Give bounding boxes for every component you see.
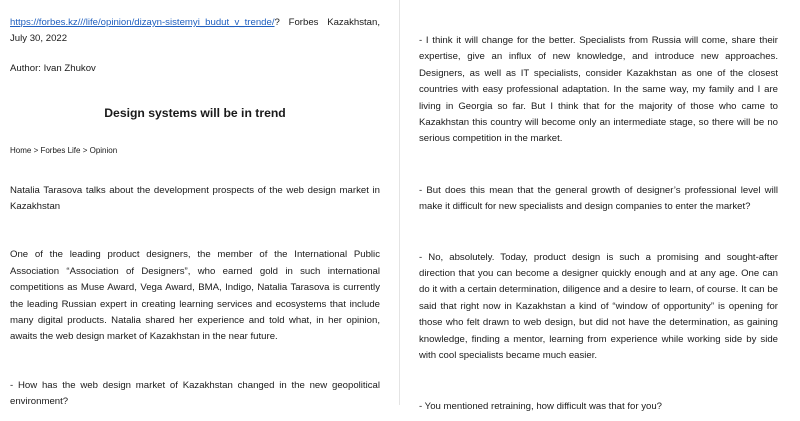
article-title: Design systems will be in trend <box>104 106 286 121</box>
source-link[interactable]: https://forbes.kz///life/opinion/dizayn-sistemyi_budut_v_trende/ <box>10 17 275 28</box>
lead-paragraph: Natalia Tarasova talks about the development prospects of the web design market in Kazakhstan <box>10 184 380 213</box>
question-paragraph: - But does this mean that the general growth of designer’s professional level will make it difficult for new specialists and design companies to enter the market? <box>419 184 778 213</box>
author-line: Author: Ivan Zhukov <box>10 62 96 74</box>
right-page <box>401 0 800 421</box>
intro-paragraph: One of the leading product designers, the member of the International Public Association “Association of Designers”, who earned gold in such international competitions as Muse Award, Vega Award, BMA, Indigo, Natalia Tarasova is currently the leading Russian expert in creating learning services and ecosystems that include many digital products. Natalia shared her experience and told what, in her opinion, awaits the web design market of Kazakhstan in the near future. <box>10 249 380 343</box>
question-paragraph: - How has the web design market of Kazakhstan changed in the new geopolitical environment? <box>10 379 380 408</box>
breadcrumb: Home > Forbes Life > Opinion <box>10 146 118 156</box>
answer-paragraph: - I think it will change for the better. Specialists from Russia will come, share their expertise, give an influx of new knowledge, and introduce new approaches. Designers, as well as IT specialists, consider Kazakhstan as one of the closest countries with easy professional adaptation. In the same way, my family and I are living in Georgia so far. But I think that for the majority of those who came to Kazakhstan this country will become only an intermediate stage, so there will be no serious competition in the market. <box>419 35 778 145</box>
left-page <box>0 0 398 421</box>
source-line <box>10 15 380 48</box>
question-paragraph: - You mentioned retraining, how difficult was that for you? <box>419 400 663 412</box>
page-divider <box>399 0 400 405</box>
source-info: ? Forbes Kazakhstan, July 30, 2022 <box>10 17 380 45</box>
answer-paragraph: - No, absolutely. Today, product design is such a promising and sought-after direction that you can become a designer quickly enough and at any age. One can do it with a certain determination, diligence and a desire to learn, of course. It can be said that right now in Kazakhstan a kind of “window of opportunity” is opening for those who felt drawn to web design, but did not have the determination, as gaining knowledge, finding a mentor, learning from experience while working side by side with cool specialists became much easier. <box>419 251 778 362</box>
